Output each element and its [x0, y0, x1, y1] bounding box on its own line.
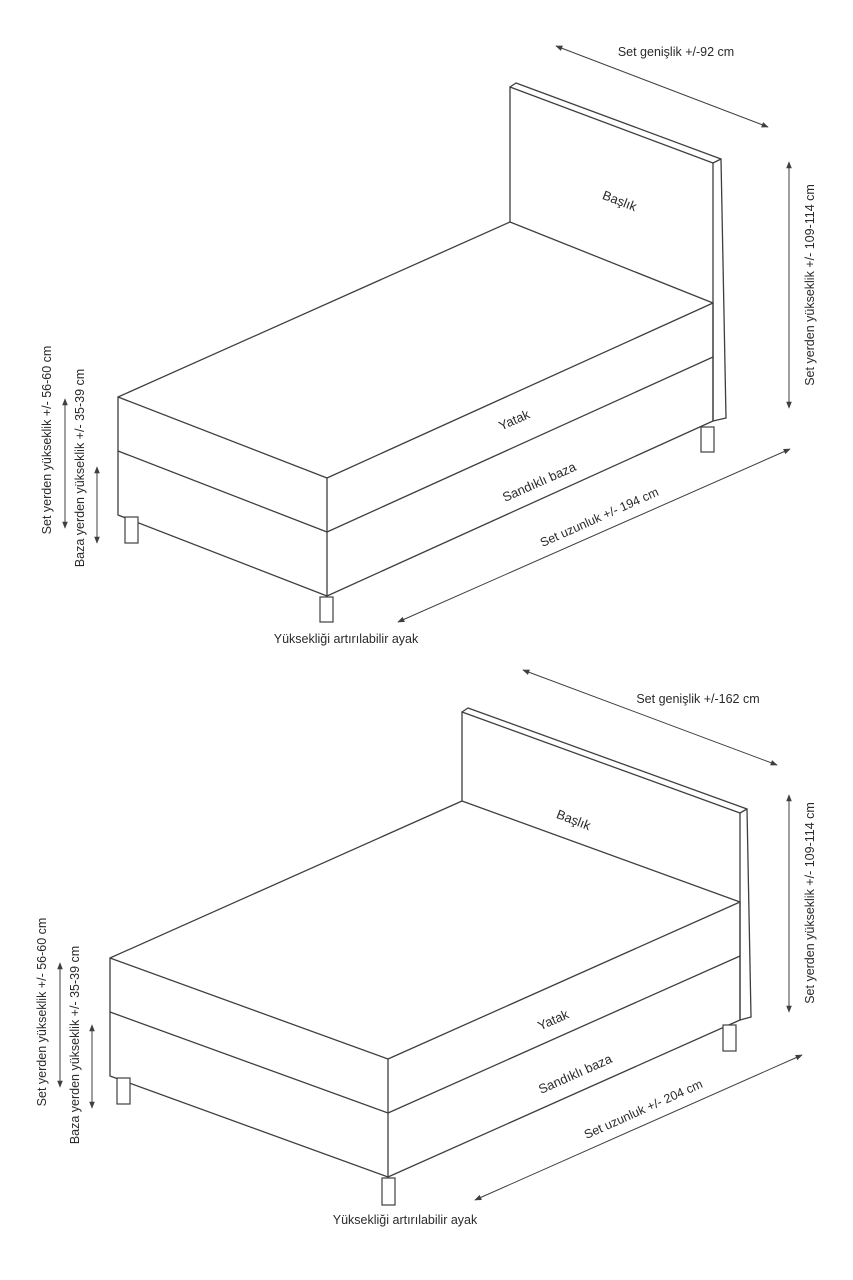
width-dimension-label: Set genişlik +/-162 cm: [636, 692, 760, 706]
base-height-dimension-label: Baza yerden yükseklik +/- 35-39 cm: [68, 945, 82, 1145]
headboard-back-top-edge: [516, 83, 721, 159]
set-height-dimension: [35, 918, 60, 1107]
length-dimension: [475, 1055, 802, 1200]
headboard-label: Başlık: [600, 187, 639, 215]
front-face-outline: [388, 902, 740, 1177]
base-height-dimension: [73, 369, 97, 567]
headboard-top-edge: [510, 87, 713, 163]
headboard-top-right-corner: [713, 159, 721, 163]
headboard: [510, 83, 726, 421]
base-height-dimension: [68, 946, 92, 1144]
total-height-dimension-label: Set yerden yükseklik +/- 109-114 cm: [803, 802, 817, 1004]
base-label: Sandıklı baza: [536, 1051, 615, 1097]
bed-legs: [125, 427, 714, 622]
front-face-outline: [327, 303, 713, 596]
total-height-dimension: [789, 795, 817, 1012]
double-bed-diagram: [0, 660, 853, 1280]
mattress-top-face: [110, 801, 740, 1059]
base-label: Sandıklı baza: [500, 459, 579, 505]
leg-note-label: Yüksekliği artırılabilir ayak: [332, 1213, 478, 1227]
headboard-back-top-edge: [468, 708, 747, 809]
headboard-bottom-corner: [713, 418, 726, 421]
width-dimension: [523, 670, 777, 765]
mattress-top-face: [118, 222, 713, 478]
bed-box: [110, 801, 740, 1177]
headboard-bottom-corner: [740, 1017, 751, 1020]
foot-face-outline: [118, 397, 327, 596]
set-height-dimension: [40, 346, 65, 535]
bed-leg-front: [320, 597, 333, 622]
headboard-back-right-edge: [721, 159, 726, 418]
set-height-dimension-label: Set yerden yükseklik +/- 56-60 cm: [40, 345, 54, 535]
bed-leg-left: [117, 1078, 130, 1104]
width-dimension-line: [523, 670, 777, 765]
headboard-back-right-edge: [747, 809, 751, 1017]
bed-leg-right: [701, 427, 714, 452]
length-dimension-line: [475, 1055, 802, 1200]
mattress-label: Yatak: [535, 1006, 571, 1034]
headboard-top-edge: [462, 712, 740, 813]
set-height-dimension-label: Set yerden yükseklik +/- 56-60 cm: [35, 917, 49, 1107]
mattress-label: Yatak: [496, 406, 532, 434]
total-height-dimension: [789, 162, 817, 408]
headboard: [462, 708, 751, 1020]
headboard-label: Başlık: [554, 806, 593, 834]
bed-leg-left: [125, 517, 138, 543]
mattress-base-divider: [110, 956, 740, 1113]
bed-leg-front: [382, 1178, 395, 1205]
headboard-thickness-corner: [510, 83, 516, 87]
headboard-thickness-corner: [462, 708, 468, 712]
base-height-dimension-label: Baza yerden yükseklik +/- 35-39 cm: [73, 368, 87, 568]
width-dimension: [556, 45, 768, 127]
length-dimension-label: Set uzunluk +/- 204 cm: [581, 1076, 705, 1142]
length-dimension-label: Set uzunluk +/- 194 cm: [537, 484, 661, 550]
bed-leg-right: [723, 1025, 736, 1051]
width-dimension-label: Set genişlik +/-92 cm: [617, 45, 735, 59]
total-height-dimension-label: Set yerden yükseklik +/- 109-114 cm: [803, 184, 817, 386]
bed-box: [118, 222, 713, 596]
headboard-top-right-corner: [740, 809, 747, 813]
leg-note-label: Yüksekliği artırılabilir ayak: [273, 632, 419, 646]
foot-face-outline: [110, 958, 388, 1177]
